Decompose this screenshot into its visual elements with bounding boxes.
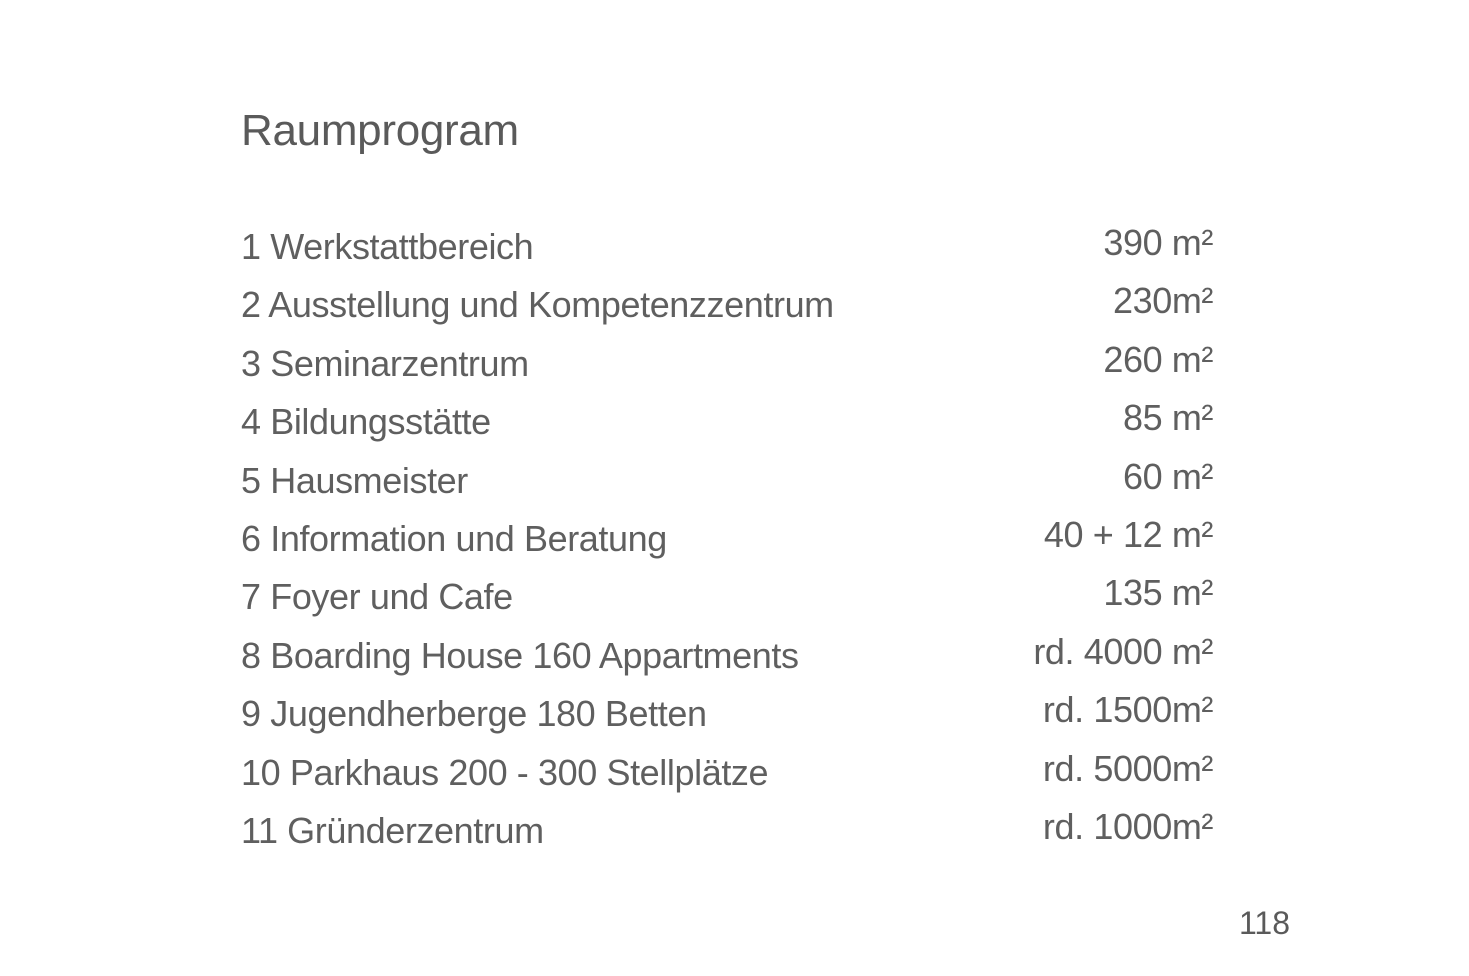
program-row bbox=[241, 689, 1213, 751]
room-area: 390 m² bbox=[1103, 222, 1213, 263]
room-area: rd. 4000 m² bbox=[1033, 630, 1213, 672]
room-name: 10 Parkhaus 200 - 300 Stellplätze bbox=[241, 751, 769, 793]
room-area: 60 m² bbox=[1122, 455, 1213, 497]
program-row bbox=[241, 280, 1213, 342]
page-number: 118 bbox=[1238, 905, 1290, 941]
room-name: 6 Information und Beratung bbox=[241, 517, 667, 559]
room-name: 11 Gründerzentrum bbox=[241, 809, 544, 851]
room-name: 5 Hausmeister bbox=[241, 459, 468, 501]
program-row bbox=[241, 805, 1213, 868]
program-row bbox=[241, 513, 1213, 576]
program-row bbox=[241, 338, 1213, 401]
room-area: 260 m² bbox=[1103, 338, 1213, 380]
room-name: 2 Ausstellung und Kompetenzzentrum bbox=[241, 284, 834, 326]
program-row bbox=[241, 455, 1213, 518]
room-name: 8 Boarding House 160 Appartments bbox=[241, 634, 799, 676]
room-area: 135 m² bbox=[1103, 572, 1213, 614]
room-name: 7 Foyer und Cafe bbox=[241, 576, 513, 618]
program-row bbox=[241, 747, 1213, 810]
room-area: 85 m² bbox=[1122, 397, 1213, 439]
page-title: Raumprogram bbox=[241, 106, 519, 155]
room-area: 40 + 12 m² bbox=[1043, 513, 1213, 555]
program-row bbox=[241, 572, 1213, 634]
room-name: 1 Werkstattbereich bbox=[241, 226, 534, 267]
room-name: 3 Seminarzentrum bbox=[241, 342, 529, 384]
program-row bbox=[241, 630, 1213, 693]
program-row bbox=[241, 397, 1213, 459]
program-row bbox=[241, 222, 1213, 284]
room-area: 230m² bbox=[1112, 280, 1213, 322]
room-area: rd. 5000m² bbox=[1042, 747, 1213, 789]
room-name: 9 Jugendherberge 180 Betten bbox=[241, 693, 707, 735]
room-program-list bbox=[241, 222, 1213, 868]
room-area: rd. 1500m² bbox=[1042, 689, 1213, 731]
room-name: 4 Bildungsstätte bbox=[241, 401, 491, 443]
room-area: rd. 1000m² bbox=[1042, 805, 1213, 847]
